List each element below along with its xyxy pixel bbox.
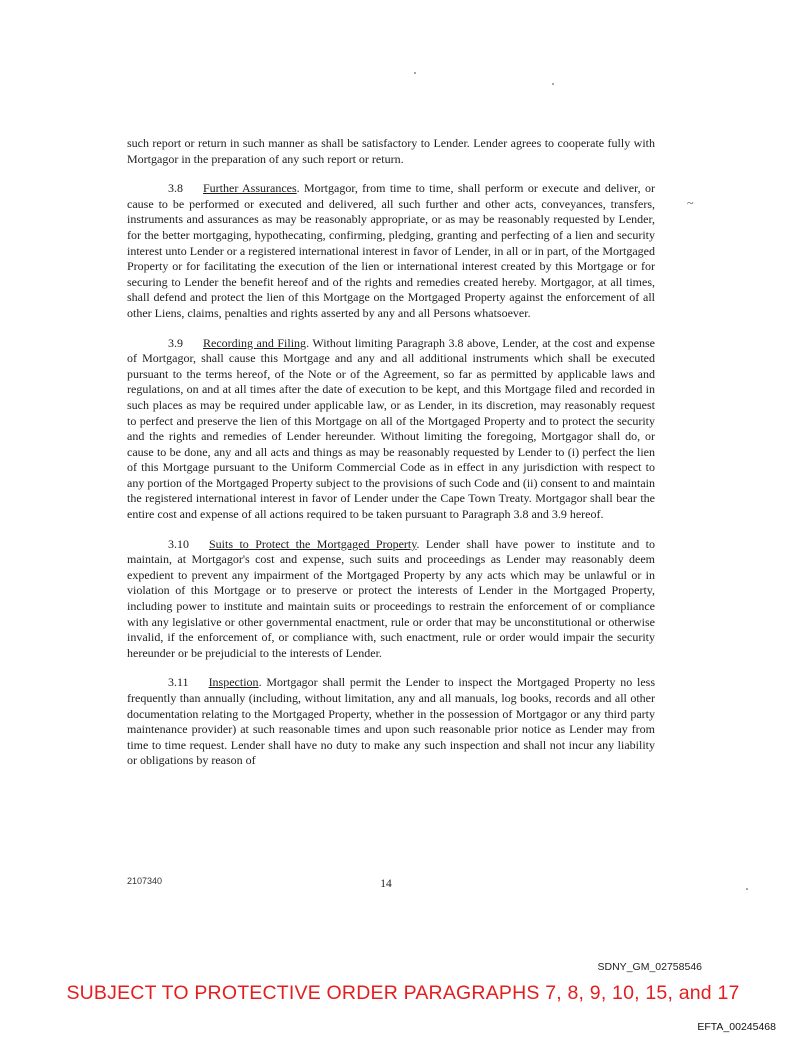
section-text: . Mortgagor, from time to time, shall perform or execute and deliver, or cause to be performed or executed and delivered, all such further and other acts, conveyances, transfers, instruments and assurances as may be reasonably appropriate, or as may be reasonably requested by Lender, for the better mortgaging, hypothecating, confirming, pledging, granting and perfecting of a lien and security interest unto Lender or a registered international interest in favor of Lender, in all or in part, of the Mortgaged Property or for facilitating the execution of the lien or international interest created by this Mortgage or for securing to Lender the benefit hereof and of the rights and remedies created hereby. Mortgagor, at all times, shall defend and protect the lien of this Mortgage on the Mortgaged Property against the enforcement of all other Liens, claims, penalties and rights asserted by any and all Persons whatsoever. [127,181,655,320]
scan-artifact-dot [746,888,748,890]
bates-number-efta: EFTA_00245468 [697,1021,776,1033]
section-heading: Further Assurances [203,181,297,196]
footer-page-number: 14 [380,878,392,890]
section-3-9 [127,336,655,523]
page-body [127,136,655,783]
footer-doc-ref: 2107340 [127,876,163,886]
section-text: . Mortgagor shall permit the Lender to inspect the Mortgaged Property no less frequently than annually (including, without limitation, any and all manuals, log books, records and all other documentation relating to the Mortgaged Property, whether in the possession of Mortgagor or any third party maintenance provider) at such reasonable times and upon such reasonable prior notice as Lender may from time to time request. Lender shall have no duty to make any such inspection and shall not incur any liability or obligations by reason of [127,675,655,768]
section-text: . Without limiting Paragraph 3.8 above, Lender, at the cost and expense of Mortgagor, shall cause this Mortgage and any and all additional instruments which shall be executed pursuant to the terms hereof, of the Note or of the Agreement, so far as permitted by applicable laws and regulations, on and at all times after the date of execution to be kept, and this Mortgage filed and recorded in such places as may be required under applicable law, or as Lender, in its discretion, may reasonably request to perfect and preserve the lien of this Mortgage on all of the Mortgaged Property and to protect the security and the rights and remedies of Lender hereunder. Without limiting the foregoing, Mortgagor shall do, or cause to be done, any and all acts and things as may be reasonably requested by Lender to (i) perfect the lien of this Mortgage pursuant to the Uniform Commercial Code as in effect in any jurisdiction with respect to any portion of the Mortgaged Property subject to the provisions of such Code and (ii) consent to and maintain the registered international interest in favor of Lender under the Cape Town Treaty. Mortgagor shall bear the entire cost and expense of all actions required to be taken pursuant to Paragraph 3.8 and 3.9 hereof. [127,335,655,522]
section-3-11 [127,675,655,769]
section-text: . Lender shall have power to institute and to maintain, at Mortgagor's cost and expense, such suits and proceedings as Lender may reasonably deem expedient to prevent any impairment of the Mortgaged Property by any acts which may be unlawful or in violation of this Mortgage or to preserve or protect the interests of Lender in the Mortgaged Property, including power to institute and maintain suits or proceedings to restrain the enforcement of or compliance with any legislative or other governmental enactment, rule or order that may be unconstitutional or otherwise invalid, if the enforcement of, or compliance with, such enactment, rule or order would impair the security hereunder or be prejudicial to the interests of Lender. [127,536,655,660]
section-heading: Recording and Filing [203,335,307,350]
section-number: 3.10 [168,536,189,551]
section-3-10 [127,537,655,662]
section-3-8 [127,181,655,321]
intro-paragraph: such report or return in such manner as shall be satisfactory to Lender. Lender agrees to cooperate fully with Mortgagor in the preparation of any such report or return. [127,136,655,166]
protective-order-stamp: SUBJECT TO PROTECTIVE ORDER PARAGRAPHS 7, 8, 9, 10, 15, and 17 [66,982,740,1004]
scan-artifact-dot [414,72,416,74]
section-number: 3.9 [168,335,183,350]
scan-artifact-dot [552,83,554,85]
section-number: 3.11 [168,675,189,690]
section-number: 3.8 [168,181,183,196]
scan-artifact-mark: ~ [687,196,694,210]
section-heading: Suits to Protect the Mortgaged Property [209,536,417,551]
section-heading: Inspection [208,675,259,690]
bates-number-sdny: SDNY_GM_02758546 [597,961,702,973]
